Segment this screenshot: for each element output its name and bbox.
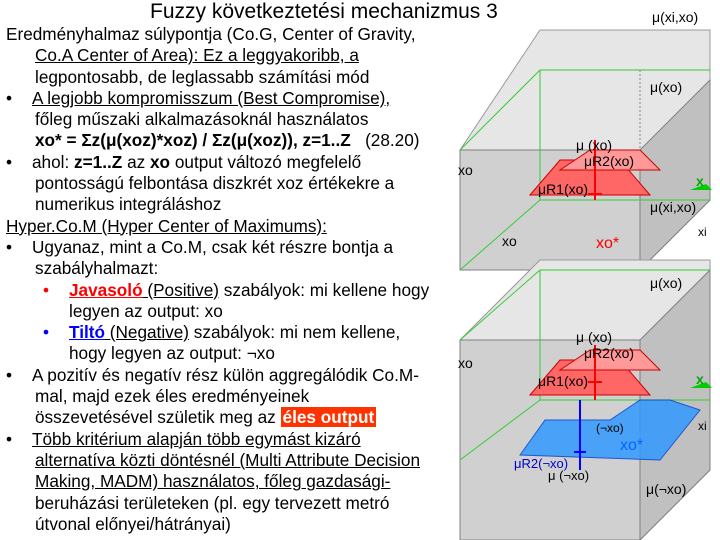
axis-label: xi [698, 419, 707, 433]
bullet: • [6, 151, 13, 172]
axis-label: x [696, 173, 704, 189]
text-line: A pozitív és negatív rész külön aggregálódik Co.M- [32, 364, 419, 385]
axis-label: μR2(xo) [584, 345, 635, 361]
text-part: összevetésével születik meg az [35, 407, 281, 428]
axis-label: μ (¬xo) [548, 468, 590, 483]
text-line: mal, majd ezek éles eredményeinek [35, 386, 310, 407]
axis-label: x [696, 371, 704, 387]
text-line: Hyper.Co.M (Hyper Center of Maximums): [6, 215, 327, 236]
axis-label: μR2(xo) [584, 153, 635, 169]
axis-label: xo [458, 162, 473, 178]
axis-label: μ (xo) [576, 329, 613, 345]
text-line: hogy legyen az output: ¬xo [69, 343, 275, 364]
text-line: pontosságú felbontása diszkrét xoz értékekre a [35, 173, 395, 194]
axis-label: xi [698, 225, 707, 239]
text-part: az [122, 151, 150, 172]
axis-label: (¬xo) [596, 421, 624, 435]
axis-label: xo [458, 355, 473, 371]
bullet: • [6, 87, 13, 108]
text-line: útvonal előnyei/hátrányai) [35, 513, 231, 534]
axis-label: xo [502, 233, 517, 249]
text-line: legyen az output: xo [69, 300, 223, 321]
text-line: beruházási területeken (pl. egy tervezett metró [35, 492, 390, 513]
text-line: szabályhalmazt: [35, 258, 159, 279]
text-part: szabályok: mi nem kellene, [189, 322, 401, 343]
text-part: ahol: [32, 151, 75, 172]
axis-label: μ(¬xo) [646, 481, 687, 497]
axis-label: μ (xo) [576, 137, 613, 153]
text-line: A legjobb kompromisszum (Best Compromise), [32, 87, 391, 108]
text-line: Co.A Center of Area): Ez a leggyakoribb, a [35, 45, 359, 66]
text-part: szabályok: mi kellene hogy [218, 279, 430, 300]
top-cube [458, 9, 712, 270]
text-line: Ugyanaz, mint a Co.M, csak két részre bontja a [32, 236, 394, 257]
text-line: Making, MADM) használatos, főleg gazdasági- [35, 471, 391, 492]
bullet: • [43, 279, 50, 300]
axis-label: μR1(xo) [538, 373, 589, 389]
highlight: éles output [282, 407, 375, 428]
axis-label: xo* [620, 437, 644, 454]
text-part: (Positive) [142, 279, 219, 300]
text-line: numerikus integráláshoz [35, 194, 222, 215]
text-part: xo [150, 151, 171, 172]
bullet: • [6, 428, 13, 449]
axis-label: μ(xi,xo) [650, 199, 697, 215]
formula-number: (28.20) [365, 130, 420, 151]
slide-title: Fuzzy következtetési mechanizmus 3 [150, 0, 498, 23]
axis-label: xo* [596, 235, 620, 252]
text-part: (Negative) [104, 322, 190, 343]
axis-label: μR2(¬xo) [514, 456, 569, 471]
formula: xo* = Σz(μ(xoz)*xoz) / Σz(μ(xoz)), z=1..Z [35, 130, 351, 151]
bullet: • [6, 236, 13, 257]
text-line: Több kritérium alapján több egymást kizáró [32, 428, 361, 449]
bullet: • [6, 364, 13, 385]
text-line: alternatíva közti döntésnél (Multi Attribute Decision [35, 449, 420, 470]
axis-label: μ(xo) [650, 275, 683, 291]
text-part: output változó megfelelő [170, 151, 362, 172]
bullet: • [43, 322, 50, 343]
text-part: z=1..Z [74, 151, 123, 172]
text-part: Javasoló [69, 279, 143, 300]
axis-label: μ(xi,xo) [652, 9, 699, 25]
axis-label: μR1(xo) [538, 181, 589, 197]
text-line: legpontosabb, de leglassabb számítási mód [35, 66, 370, 87]
text-line: főleg műszaki alkalmazásoknál használatos [35, 109, 369, 130]
text-part: Tiltó [69, 322, 105, 343]
axis-label: μ(xo) [650, 79, 683, 95]
text-line: Eredményhalmaz súlypontja (Co.G, Center of Gravity, [6, 24, 416, 44]
